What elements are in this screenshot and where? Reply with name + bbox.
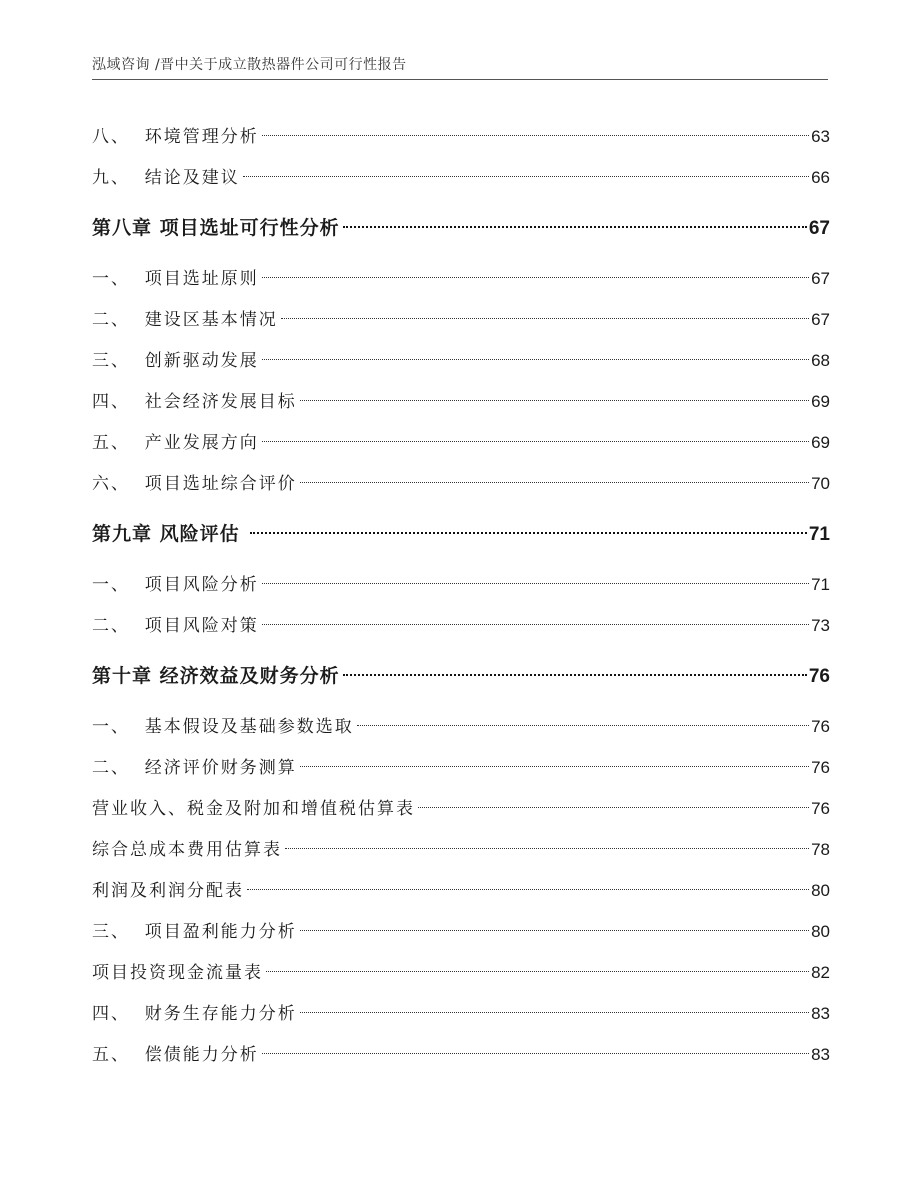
toc-page-number: 76	[808, 666, 830, 687]
toc-entry[interactable]	[92, 911, 830, 952]
toc-page-number: 67	[811, 310, 830, 329]
toc-chapter-label: 第十章 经济效益及财务分析	[92, 665, 340, 687]
dot-leader	[262, 440, 809, 442]
toc-entry-label: 营业收入、税金及附加和增值税估算表	[92, 799, 415, 819]
toc-entry-label: 一、 基本假设及基础参数选取	[92, 717, 354, 737]
toc-page-number: 67	[808, 218, 830, 239]
running-header: 泓域咨询 /晋中关于成立散热器件公司可行性报告	[92, 57, 407, 73]
toc-entry[interactable]	[92, 747, 830, 788]
dot-leader	[262, 582, 809, 584]
dot-leader	[262, 358, 809, 360]
dot-leader	[262, 276, 809, 278]
toc-entry-label: 六、 项目选址综合评价	[92, 474, 297, 494]
dot-leader	[357, 724, 809, 726]
toc-page-number: 63	[811, 127, 830, 146]
toc-entry-label: 二、 经济评价财务测算	[92, 758, 297, 778]
dot-leader	[243, 175, 809, 177]
toc-page-number: 69	[811, 392, 830, 411]
toc-entry[interactable]	[92, 605, 830, 646]
toc-page-number: 68	[811, 351, 830, 370]
toc-entry-label: 项目投资现金流量表	[92, 963, 263, 983]
toc-entry-label: 综合总成本费用估算表	[92, 840, 282, 860]
toc-page-number: 78	[811, 840, 830, 859]
header-rule	[92, 79, 828, 80]
dot-leader	[262, 1052, 809, 1054]
toc-page-number: 71	[811, 575, 830, 594]
dot-leader	[300, 1011, 809, 1013]
toc-chapter-entry[interactable]	[92, 198, 830, 258]
toc-entry-label: 九、 结论及建议	[92, 168, 240, 188]
toc-entry-label: 三、 创新驱动发展	[92, 351, 259, 371]
toc-entry[interactable]	[92, 829, 830, 870]
toc-entry-label: 五、 偿债能力分析	[92, 1045, 259, 1065]
dot-leader	[300, 765, 809, 767]
toc-page-number: 80	[811, 881, 830, 900]
toc-entry[interactable]	[92, 1034, 830, 1075]
toc-entry[interactable]	[92, 381, 830, 422]
dot-leader	[418, 806, 809, 808]
dot-leader	[262, 623, 809, 625]
toc-entry[interactable]	[92, 258, 830, 299]
dot-leader	[266, 970, 809, 972]
dot-leader	[250, 531, 807, 534]
toc-page-number: 66	[811, 168, 830, 187]
toc-page-number: 76	[811, 758, 830, 777]
dot-leader	[343, 673, 807, 676]
toc-entry-label: 二、 项目风险对策	[92, 616, 259, 636]
toc-entry[interactable]	[92, 993, 830, 1034]
dot-leader	[281, 317, 809, 319]
toc-page-number: 67	[811, 269, 830, 288]
toc-entry[interactable]	[92, 299, 830, 340]
dot-leader	[300, 399, 809, 401]
toc-chapter-label: 第九章 风险评估	[92, 523, 248, 545]
dot-leader	[247, 888, 809, 890]
toc-page-number: 83	[811, 1045, 830, 1064]
toc-page-number: 83	[811, 1004, 830, 1023]
dot-leader	[300, 481, 809, 483]
toc-entry-label: 八、 环境管理分析	[92, 127, 259, 147]
toc-entry[interactable]	[92, 952, 830, 993]
toc-page-number: 71	[808, 524, 830, 545]
toc-page-number: 69	[811, 433, 830, 452]
toc-chapter-entry[interactable]	[92, 646, 830, 706]
toc-entry[interactable]	[92, 564, 830, 605]
toc-chapter-label: 第八章 项目选址可行性分析	[92, 217, 340, 239]
toc-page-number: 76	[811, 717, 830, 736]
toc-chapter-entry[interactable]	[92, 504, 830, 564]
toc-page-number: 82	[811, 963, 830, 982]
toc-entry-label: 一、 项目风险分析	[92, 575, 259, 595]
toc-entry-label: 四、 财务生存能力分析	[92, 1004, 297, 1024]
toc-page-number: 73	[811, 616, 830, 635]
toc-entry[interactable]	[92, 157, 830, 198]
toc-entry[interactable]	[92, 463, 830, 504]
toc-entry-label: 五、 产业发展方向	[92, 433, 259, 453]
toc-entry-label: 二、 建设区基本情况	[92, 310, 278, 330]
toc-entry[interactable]	[92, 706, 830, 747]
toc-entry[interactable]	[92, 870, 830, 911]
toc-entry-label: 四、 社会经济发展目标	[92, 392, 297, 412]
dot-leader	[300, 929, 809, 931]
toc-page-number: 76	[811, 799, 830, 818]
dot-leader	[262, 134, 809, 136]
toc-entry-label: 一、 项目选址原则	[92, 269, 259, 289]
dot-leader	[285, 847, 809, 849]
toc-entry[interactable]	[92, 340, 830, 381]
toc-page-number: 80	[811, 922, 830, 941]
toc-entry[interactable]	[92, 788, 830, 829]
toc-page-number: 70	[811, 474, 830, 493]
table-of-contents	[92, 116, 830, 1075]
toc-entry-label: 三、 项目盈利能力分析	[92, 922, 297, 942]
dot-leader	[343, 225, 807, 228]
toc-entry-label: 利润及利润分配表	[92, 881, 244, 901]
toc-entry[interactable]	[92, 422, 830, 463]
toc-entry[interactable]	[92, 116, 830, 157]
